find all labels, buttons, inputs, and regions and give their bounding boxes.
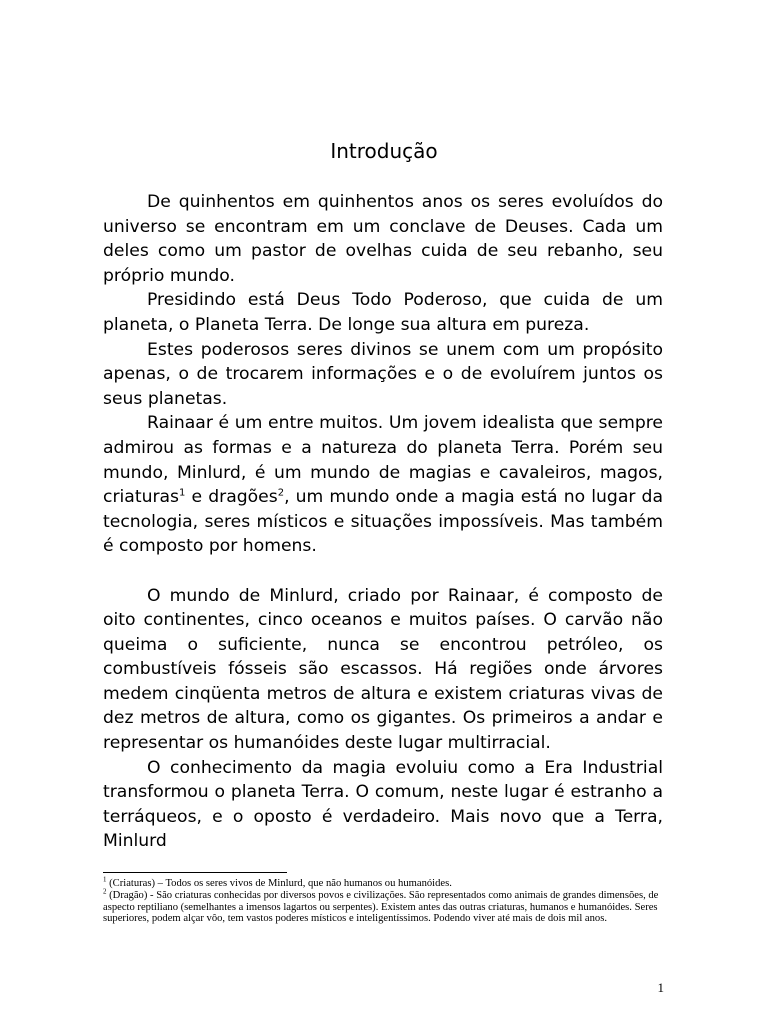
paragraph-text: e dragões [185,487,278,508]
footnote-divider [103,872,287,873]
paragraph [103,411,663,559]
paragraph: De quinhentos em quinhentos anos os seres evoluídos do universo se encontram em um conclave de Deuses. Cada um deles como um pastor de ovelhas cuida de seu rebanho, seu próprio mundo. [103,192,663,286]
footnote-reference[interactable]: 2 [277,487,285,499]
footnote-text: (Dragão) - São criaturas conhecidas por diversos povos e civilizações. São representados como animais de grandes dimensões, de aspecto reptiliano (semelhantes a imensos lagartos ou serpentes). Existem antes das outras criaturas, humanos e humanóides. Seres superiores, podem alçar vôo, tem vastos poderes místicos e inteligentíssimos. Podendo viver até mais de dois mil anos. [103,889,659,925]
footnote-reference[interactable]: 1 [179,487,186,499]
paragraph: O conhecimento da magia evoluiu como a Era Industrial transformou o planeta Terra. O comum, neste lugar é estranho a terráqueos, e o oposto é verdadeiro. Mais novo que a Terra, Minlurd [103,757,663,852]
paragraph-text: , um mundo onde a magia está no lugar da tecnologia, seres místicos e situações impossíveis. Mas também é composto por homens. [103,487,663,557]
body-text [103,190,663,854]
paragraph: O mundo de Minlurd, criado por Rainaar, é composto de oito continentes, cinco oceanos e muitos países. O carvão não queima o suficiente, nunca se encontrou petróleo, os combustíveis fósseis são escassos. Há regiões onde árvores medem cinqüenta metros de altura e existem criaturas vivas de dez metros de altura, como os gigantes. Os primeiros a andar e representar os humanóides deste lugar multirracial. [103,585,663,754]
footnote-text: (Criaturas) – Todos os seres vivos de Minlurd, que não humanos ou humanóides. [106,878,452,889]
footnotes [103,875,663,925]
page-number: 1 [657,980,664,995]
paragraph-text: Rainaar é um entre muitos. Um jovem idealista que sempre admirou as formas e a natureza do planeta Terra. Porém seu mundo, Minlurd, é um mundo de magias e cavaleiros, magos, criaturas [103,413,663,508]
page-title: Introdução [330,139,438,163]
footnote-mark: 2 [103,887,107,896]
footnote [103,875,663,890]
paragraph: Estes poderosos seres divinos se unem com um propósito apenas, o de trocarem informações e o de evoluírem juntos os seus planetas. [103,339,663,409]
footnote-mark: 1 [103,875,107,884]
paragraph: Presidindo está Deus Todo Poderoso, que cuida de um planeta, o Planeta Terra. De longe sua altura em pureza. [103,290,663,335]
footnote [103,887,663,925]
